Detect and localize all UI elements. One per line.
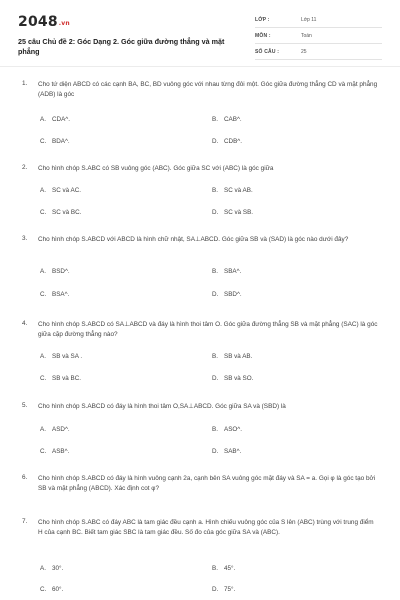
option-b[interactable]: B. 45°. bbox=[212, 565, 236, 572]
option-b[interactable]: B. ASO^. bbox=[212, 426, 243, 433]
option-d[interactable]: D. CDB^. bbox=[212, 138, 242, 145]
option-b[interactable]: B. SB và AB. bbox=[212, 353, 253, 360]
question-text: Cho tứ diện ABCD có các cạnh BA, BC, BD vuông góc với nhau từng đôi một. Góc giữa đường thẳng CD và mặt phẳng (ADB) là góc bbox=[38, 81, 378, 98]
option-b[interactable]: B. SC và AB. bbox=[212, 187, 253, 194]
option-d[interactable]: D. SBD^. bbox=[212, 291, 242, 298]
meta-row-count: SỐ CÂU : 25 bbox=[255, 46, 382, 60]
question-text: Cho hình chóp S.ABCD với ABCD là hình chữ nhật, SA⊥ABCD. Góc giữa SB và (SAD) là góc nào dưới đây? bbox=[38, 236, 349, 243]
option-c[interactable]: C. BDA^. bbox=[40, 138, 70, 145]
option-c[interactable]: C. SB và BC. bbox=[40, 375, 82, 382]
header-divider bbox=[0, 66, 400, 67]
option-c[interactable]: C. ASB^. bbox=[40, 448, 70, 455]
meta-row-subject: MÔN : Toán bbox=[255, 30, 382, 44]
option-a[interactable]: A. 30°. bbox=[40, 565, 64, 572]
option-a[interactable]: A. SC và AC. bbox=[40, 187, 82, 194]
header bbox=[18, 14, 382, 62]
option-c[interactable]: C. SC và BC. bbox=[40, 209, 82, 216]
option-b[interactable]: B. CAB^. bbox=[212, 116, 242, 123]
question-text: Cho hình chóp S.ABCD có SA⊥ABCD và đáy là hình thoi tâm O. Góc giữa đường thẳng SB và mặt phẳng (SAC) là góc giữa cặp đường thẳng nào? bbox=[38, 321, 378, 338]
question-text: Cho hình chóp S.ABCD có đáy là hình thoi tâm O,SA⊥ABCD. Góc giữa SA và (SBD) là bbox=[38, 403, 286, 410]
option-a[interactable]: A. SB và SA . bbox=[40, 353, 83, 360]
question-text: Cho hình chóp S.ABCD có đáy là hình vuông cạnh 2a, cạnh bên SA vuông góc mặt đáy và SA = a. Gọi φ là góc tạo bởi SB và mặt phẳng (ABCD). Xác định cot φ? bbox=[38, 475, 376, 492]
option-a[interactable]: A. CDA^. bbox=[40, 116, 70, 123]
meta-info bbox=[255, 14, 382, 62]
option-c[interactable]: C. 60°. bbox=[40, 586, 64, 593]
option-c[interactable]: C. BSA^. bbox=[40, 291, 70, 298]
question-text: Cho hình chóp S.ABC có SB vuông góc (ABC). Góc giữa SC với (ABC) là góc giữa bbox=[38, 165, 274, 172]
worksheet-page: 2048.vn 25 câu Chủ đề 2: Góc Dạng 2. Góc giữa đường thẳng và mặt phẳng LỚP : Lớp 11 MÔN : Toán SỐ CÂU : 25 1. Cho tứ diện ABCD có các cạnh BA, BC, BD vuông góc với nhau từng đôi một. Góc giữa đường thẳng CD và mặt phẳng (ADB) là góc A. CDA^. B. CAB^. C. BDA^. D. CDB^. 2. Cho hình chóp S.ABC có SB vuông góc (ABC). Góc giữa SC với (ABC) là góc giữa A. SC và AC. B. SC và AB. C. SC và BC. D. SC và SB. 3. Cho hình chóp S.ABCD với ABCD là hình chữ nhật, SA⊥ABCD. Góc giữa SB và (SAD) là góc nào dưới đây? A. BSD^. B. SBA^. C. BSA^. D. SBD^. 4. Cho hình chóp S.ABCD có SA⊥ABCD và đáy là hình thoi tâm O. Góc giữa đường thẳng SB và mặt phẳng (SAC) là góc giữa cặp đường thẳng nào? A. SB và SA . B. SB và AB. C. SB và BC. D. SB và SO. 5. Cho hình chóp S.ABCD có đáy là hình thoi tâm O,SA⊥ABCD. Góc giữa SA và (SBD) là A. ASD^. B. ASO^. C. ASB^. D. SAB^. 6. Cho hình chóp S.ABCD có đáy là hình vuông cạnh 2a, cạnh bên SA vuông góc mặt đáy và SA = a. Gọi φ là góc tạo bởi SB và mặt phẳng (ABCD). Xác định cot φ? 7. Cho hình chóp S.ABC có đáy ABC là tam giác đều cạnh a. Hình chiếu vuông góc của S lên (ABC) trùng với trung điểm H của cạnh BC. Biết tam giác SBC là tam giác đều. Số đo của góc giữa SA và (ABC). A. 30°. B. 45°. C. 60°. D. 75°. bbox=[0, 0, 400, 600]
option-d[interactable]: D. SB và SO. bbox=[212, 375, 254, 382]
option-b[interactable]: B. SBA^. bbox=[212, 268, 242, 275]
option-a[interactable]: A. ASD^. bbox=[40, 426, 70, 433]
meta-row-class: LỚP : Lớp 11 bbox=[255, 14, 382, 28]
question-text: Cho hình chóp S.ABC có đáy ABC là tam giác đều cạnh a. Hình chiếu vuông góc của S lên (ABC) trùng với trung điểm H của cạnh BC. Biết tam giác SBC là tam giác đều. Số đo của góc giữa SA và (ABC). bbox=[38, 519, 374, 536]
option-a[interactable]: A. BSD^. bbox=[40, 268, 70, 275]
site-logo[interactable]: 2048.vn bbox=[18, 14, 70, 30]
page-title: 25 câu Chủ đề 2: Góc Dạng 2. Góc giữa đường thẳng và mặt phẳng bbox=[18, 37, 225, 56]
option-d[interactable]: D. 75°. bbox=[212, 586, 236, 593]
option-d[interactable]: D. SC và SB. bbox=[212, 209, 254, 216]
option-d[interactable]: D. SAB^. bbox=[212, 448, 242, 455]
